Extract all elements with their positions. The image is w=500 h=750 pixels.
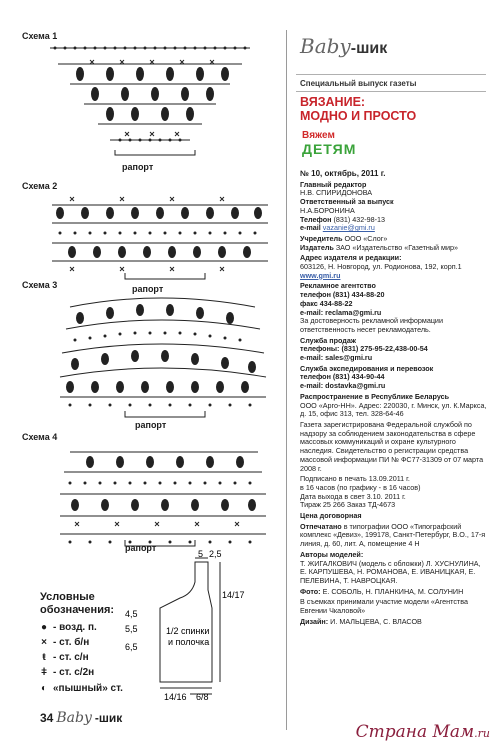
schema-2-label: Схема 2 xyxy=(22,181,58,191)
pattern-num-5-5: 5,5 xyxy=(125,624,138,634)
headline-line2: МОДНО И ПРОСТО xyxy=(300,109,417,123)
pattern-num-2-5: 2,5 xyxy=(209,550,222,559)
printed-title: Отпечатано xyxy=(300,521,342,531)
signed-time: в 16 часов (по графику - в 16 часов) xyxy=(300,482,421,492)
page-number: 34 xyxy=(40,711,54,725)
email-link[interactable]: vazanie@gmi.ru xyxy=(322,223,375,233)
release-date: Дата выхода в свет 3.10. 2011 г. xyxy=(300,491,406,501)
publisher-value: ЗАО «Издательство «Газетный мир» xyxy=(335,242,459,252)
resp-name: Н.А.БОРОНИНА xyxy=(300,205,355,215)
schema-4-stitch-marks xyxy=(69,456,257,544)
ship-title: Служба экспедирования и перевозок xyxy=(300,363,434,373)
legend-item-chain xyxy=(38,622,97,633)
site-watermark xyxy=(356,722,490,742)
sales-email[interactable]: e-mail: sales@gmi.ru xyxy=(300,353,373,363)
belarus-title: Распространение в Республике Беларусь xyxy=(300,391,450,401)
authors-title: Авторы моделей: xyxy=(300,549,364,559)
signed: Подписано в печать 13.09.2011 г. xyxy=(300,474,410,484)
schema-4-label: Схема 4 xyxy=(22,432,58,442)
ad-title: Рекламное агентство xyxy=(300,281,376,291)
pattern-num-5: 5 xyxy=(198,550,204,559)
schema-1-diagram xyxy=(30,40,270,160)
pattern-label-1: 1/2 спинки xyxy=(166,626,210,636)
issue-number: № 10, октябрь, 2011 г. xyxy=(300,169,386,178)
photo-value: Е. СОБОЛЬ, Н. ПЛАНКИНА, М. СОЛУНИН xyxy=(322,586,464,596)
schema-1-label: Схема 1 xyxy=(22,31,58,41)
legend-text: - возд. п. xyxy=(53,622,97,633)
schema-1-rows xyxy=(50,48,250,140)
page-footer xyxy=(40,710,122,726)
legend-item-sc xyxy=(38,637,89,648)
knit-for-kids-badge xyxy=(302,130,380,160)
legend-text: «пышный» ст. xyxy=(53,683,123,694)
ad-note: За достоверность рекламной информации ответственность несет рекламодатель. xyxy=(300,316,443,334)
pattern-num-14-16: 14/16 xyxy=(164,692,187,700)
email-label: e-mail xyxy=(300,223,321,233)
ad-phone: телефон (831) 434-88-20 xyxy=(300,290,385,300)
address-value: 603126, Н. Новгород, ул. Родионова, 192, корп.1 xyxy=(300,262,462,272)
legend-item-dc xyxy=(38,652,89,663)
sales-title: Служба продаж xyxy=(300,335,356,345)
schema-2-rapport: рапорт xyxy=(132,284,164,294)
headline xyxy=(300,95,416,123)
watermark-suffix: .ru xyxy=(474,727,490,740)
pattern-num-4-5: 4,5 xyxy=(125,609,138,619)
registration: Газета зарегистрирована Федеральной службой по надзору за соблюдением законодательства в сфере массовых коммуникаций и охране культурного наследия. Свидетельство о регистрации средства массовой информации ПИ № ФС77-31309 от 07 марта 2008 г. xyxy=(300,419,484,473)
schema-3-rapport: рапорт xyxy=(135,420,167,430)
watermark-text: Страна Мам xyxy=(355,722,475,742)
pattern-num-6-5: 6,5 xyxy=(125,642,138,652)
schema-1-rapport-bracket xyxy=(115,150,195,155)
legend-title-line2: обозначения: xyxy=(40,604,115,616)
sales-phones: телефоны: (831) 275-95-22,438-00-54 xyxy=(300,344,428,354)
design-value: И. МАЛЬЦЕВА, С. ВЛАСОВ xyxy=(330,616,422,626)
chain-stitch-icon: ● xyxy=(40,622,48,633)
ad-email[interactable]: e-mail: reclama@gmi.ru xyxy=(300,307,382,317)
legend-title xyxy=(40,591,114,617)
divider-mid xyxy=(296,91,486,92)
single-crochet-icon: × xyxy=(41,637,47,648)
legend-text: - ст. с/2н xyxy=(53,667,95,678)
schema-2-diagram xyxy=(30,193,270,283)
site-link[interactable]: www.gmi.ru xyxy=(300,270,341,280)
schema-2-cross-marks xyxy=(70,197,224,271)
schema-2-rapport-bracket xyxy=(125,273,205,279)
footer-brand-bold: -шик xyxy=(94,711,123,725)
garment-pattern xyxy=(120,550,280,700)
schema-3-diagram xyxy=(30,293,270,423)
imprint xyxy=(300,170,488,628)
headline-line1: ВЯЗАНИЕ: xyxy=(300,95,366,109)
column-divider xyxy=(286,30,287,730)
schema-1-stitch-marks xyxy=(54,47,247,142)
schema-2-stitch-marks xyxy=(56,207,262,258)
publisher-label: Издатель xyxy=(300,242,334,252)
schema-3-rapport-bracket xyxy=(125,411,205,417)
divider-top xyxy=(296,74,486,75)
chief-title: Главный редактор xyxy=(300,179,367,189)
belarus-value: ООО «Арго-НН». Адрес: 220030, г. Минск, ул. К.Маркса, д. 15, офис 313, тел. 328-64-46 xyxy=(300,400,487,419)
schema-3-rows xyxy=(60,298,266,397)
schema-4-rapport: рапорт xyxy=(125,543,157,553)
schema-1-rapport: рапорт xyxy=(122,162,154,172)
price: Цена договорная xyxy=(300,511,362,521)
badge-bottom: ДЕТЯМ xyxy=(302,141,357,157)
special-issue: Специальный выпуск газеты xyxy=(300,79,417,88)
ship-email[interactable]: e-mail: dostavka@gmi.ru xyxy=(300,381,386,391)
founder-label: Учредитель xyxy=(300,233,343,243)
chief-name: Н.В. СПИРИДОНОВА xyxy=(300,188,373,198)
schema-3-stitch-marks xyxy=(66,304,256,407)
legend-item-tr xyxy=(38,667,94,678)
logo-script: Baby xyxy=(300,34,351,58)
pattern-label-2: и полочка xyxy=(168,637,210,647)
design-label: Дизайн: xyxy=(300,616,329,626)
founder-value: ООО «Слог» xyxy=(344,233,388,243)
phone-label: Телефон xyxy=(300,214,332,224)
logo-bold: -шик xyxy=(350,40,388,57)
photo-label: Фото: xyxy=(300,586,321,596)
treble-crochet-icon: ǂ xyxy=(41,667,47,678)
ship-phone: телефон (831) 434-90-44 xyxy=(300,372,385,382)
footer-brand-script: Baby xyxy=(56,710,92,726)
puff-stitch-icon: ◐ xyxy=(40,683,48,694)
legend-title-line1: Условные xyxy=(40,591,95,603)
schema-3-label: Схема 3 xyxy=(22,280,58,290)
authors: Т. ЖИГАЛКОВИЧ (модель с обложки) Л. ХУСНУЛИНА, Е. КАРПУШЕВА, Н. РОМАНОВА, Е. ИВАНИЦКАЯ, Е. ПЕЛЕВИНА, Т. НАВРОЦКАЯ. xyxy=(300,558,481,585)
legend-item-puff xyxy=(38,683,123,694)
schema-4-diagram xyxy=(30,442,270,552)
double-crochet-icon: ŧ xyxy=(42,652,46,663)
pattern-num-6-8: 6/8 xyxy=(196,692,209,700)
magazine-logo xyxy=(300,34,387,58)
printed-value: в типографии ООО «Типографский комплекс «Девиз», 199178, Санкт-Петербург, В.О., 17-я линия, д. 60, лит. А, помещение 4 Н xyxy=(300,521,486,549)
legend-text: - ст. б/н xyxy=(53,637,90,648)
legend-text: - ст. с/н xyxy=(53,652,89,663)
badge-top: Вяжем xyxy=(302,130,335,141)
circulation: Тираж 25 266 Заказ ТД-4673 xyxy=(300,500,396,510)
schema-4-cross-marks xyxy=(75,522,239,526)
pattern-num-14-17: 14/17 xyxy=(222,590,245,600)
resp-title: Ответственный за выпуск xyxy=(300,197,394,207)
models-note: В съемках принимали участие модели «Агентства Евгении Чкаловой» xyxy=(300,597,468,616)
address-title: Адрес издателя и редакции: xyxy=(300,253,402,263)
ad-fax: факс 434-88-22 xyxy=(300,298,353,308)
phone-value: (831) 432-98-13 xyxy=(333,214,385,224)
